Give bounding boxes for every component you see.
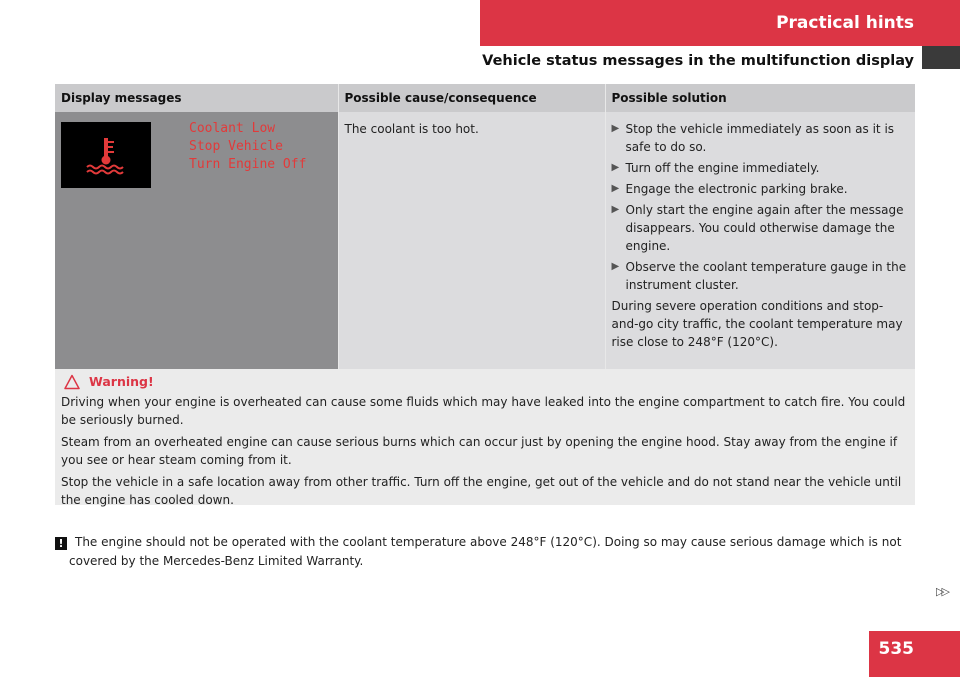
display-message-cell [55,112,338,375]
status-message-table [55,84,915,375]
solution-cell [605,112,915,375]
display-message-text [189,120,306,174]
warning-paragraph: Stop the vehicle in a safe location away from other traffic. Turn off the engine, get out of the vehicle and do not stand near the vehicle until the engine has cooled down. [61,475,902,507]
continue-arrow-icon: ▷▷ [936,585,947,598]
display-line: Coolant Low [189,121,276,136]
step-arrow-icon: ▶ [611,183,620,194]
column-header-display: Display messages [55,84,338,112]
chapter-tab [480,0,960,46]
table-row [55,112,915,375]
solution-steps [612,120,910,294]
table-header-row [55,84,915,112]
section-title: Vehicle status messages in the multifunction display [482,53,914,69]
step-arrow-icon: ▶ [611,123,620,134]
note-block [55,533,915,571]
cause-text: The coolant is too hot. [344,122,479,136]
list-item: ▶ Observe the coolant temperature gauge in the instrument cluster. [611,260,907,292]
warning-paragraph: Steam from an overheated engine can cause serious burns which can occur just by opening the engine hood. Stay away from the engine if you see or hear steam coming from it. [61,435,898,467]
step-arrow-icon: ▶ [611,162,620,173]
list-item: ▶ Engage the electronic parking brake. [611,182,848,196]
warning-triangle-icon [64,374,80,390]
display-line: Turn Engine Off [189,157,307,172]
warning-paragraph: Driving when your engine is overheated can cause some fluids which may have leaked into the engine compartment to catch fire. You could be seriously burned. [61,395,906,427]
note-text-continued: covered by the Mercedes-Benz Limited Warranty. [69,554,364,568]
column-header-solution: Possible solution [605,84,915,112]
warning-heading [61,373,909,391]
cause-cell [338,112,605,375]
page-number-tab [869,631,960,677]
coolant-temperature-warning-icon [61,122,151,188]
step-arrow-icon: ▶ [611,261,620,272]
list-item: ▶ Turn off the engine immediately. [611,161,820,175]
warning-box [55,369,915,505]
step-arrow-icon: ▶ [611,204,620,215]
display-line: Stop Vehicle [189,139,283,154]
note-text: The engine should not be operated with the coolant temperature above 248°F (120°C). Doing so may cause serious damage which is not [75,535,902,549]
chapter-title: Practical hints [776,13,914,33]
list-item: ▶ Stop the vehicle immediately as soon as it is safe to do so. [611,122,895,154]
solution-note: During severe operation conditions and stop-and-go city traffic, the coolant temperature may rise close to 248°F (120°C). [611,299,903,349]
list-item: ▶ Only start the engine again after the message disappears. You could otherwise damage the engine. [611,203,904,253]
warning-title: Warning! [89,374,154,389]
exclamation-icon: ! [55,537,67,550]
page-number: 535 [878,639,914,659]
column-header-cause: Possible cause/consequence [338,84,605,112]
header-corner-block [922,46,960,69]
